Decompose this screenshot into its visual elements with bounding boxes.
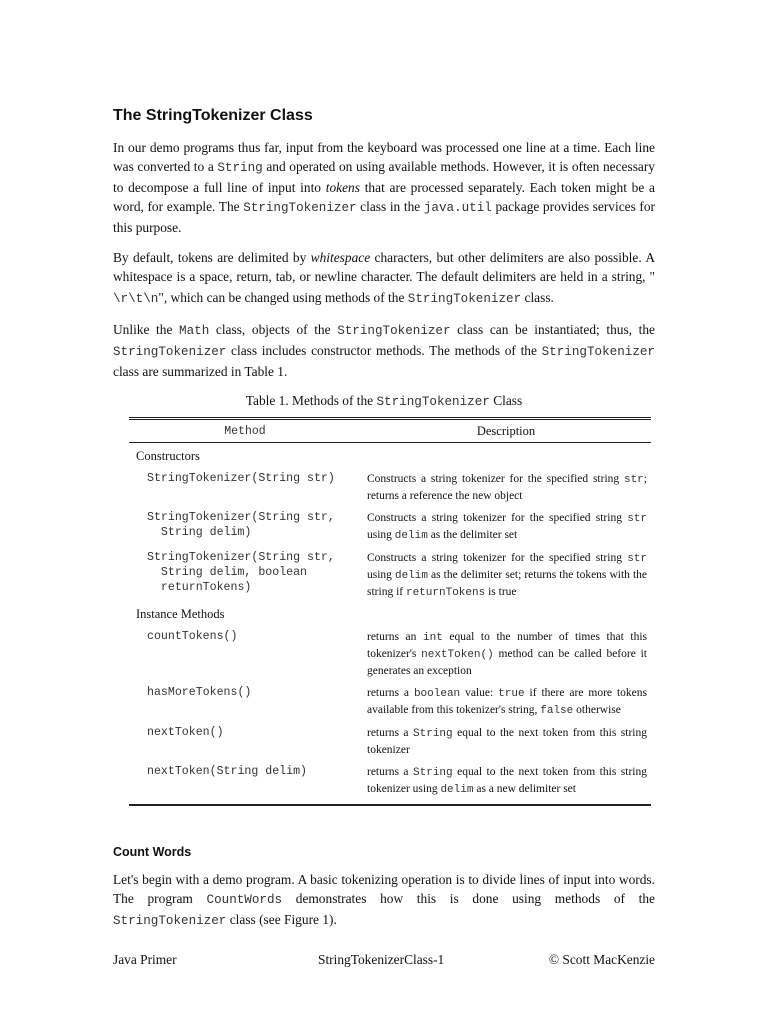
- code-term: CountWords: [206, 893, 283, 907]
- paragraph-count-words: [113, 870, 655, 931]
- text-run: if there are more tokens available from this tokenizer's string,: [367, 687, 647, 716]
- text-run: Let's begin with a demo program. A basic tokenizing operation is to divide lines of input into words. The program: [113, 872, 655, 906]
- text-run: By default, tokens are delimited by: [113, 250, 311, 265]
- text-run: and operated on using available methods. However, it is often necessary to decompose a full line of input into: [113, 159, 656, 195]
- paragraph-math-class: [113, 320, 655, 381]
- text-run: Class: [489, 393, 523, 408]
- header-method: Method: [224, 424, 266, 438]
- table-row: [129, 719, 651, 758]
- code-term: delim: [394, 570, 428, 582]
- text-run: class includes constructor methods. The methods of the: [226, 343, 542, 358]
- paragraph-intro: [113, 138, 655, 237]
- page-footer: [113, 952, 655, 972]
- code-term: String: [413, 728, 453, 740]
- text-run: class, objects of the: [209, 322, 338, 337]
- code-term: Math: [179, 324, 210, 338]
- method-signature: StringTokenizer(String str, String delim): [147, 511, 335, 539]
- text-run: using: [367, 569, 395, 581]
- table-row: [129, 465, 651, 504]
- text-run: class in the: [356, 199, 424, 214]
- code-term: java.util: [423, 201, 492, 215]
- method-signature: StringTokenizer(String str): [147, 472, 335, 485]
- emphasis-term: whitespace: [310, 250, 371, 265]
- method-signature: nextToken(String delim): [147, 765, 308, 778]
- method-signature: hasMoreTokens(): [147, 686, 252, 699]
- code-term: StringTokenizer: [376, 395, 490, 409]
- page-title: The StringTokenizer Class: [113, 107, 313, 124]
- text-run: class can be instantiated; thus, the: [450, 322, 655, 337]
- text-run: returns a: [367, 766, 414, 778]
- text-run: ; returns a reference the new object: [367, 473, 647, 502]
- code-term: \r\t\n: [113, 292, 159, 306]
- text-run: ", which can be changed using methods of the: [158, 290, 408, 305]
- methods-table: [129, 417, 651, 806]
- table-caption: [113, 392, 655, 411]
- table-row: [129, 504, 651, 544]
- section-label: Instance Methods: [136, 607, 225, 621]
- method-signature: StringTokenizer(String str, String delim, boolean returnTokens): [147, 551, 335, 594]
- text-run: as the delimiter set: [427, 529, 518, 541]
- section-constructors: [129, 443, 651, 601]
- code-term: str: [627, 513, 647, 525]
- footer-right: © Scott MacKenzie: [548, 952, 655, 967]
- code-term: boolean: [413, 688, 461, 700]
- table-row: [129, 758, 651, 804]
- text-run: using: [367, 529, 395, 541]
- code-term: String: [217, 161, 263, 175]
- text-run: Constructs a string tokenizer for the specified string: [367, 552, 628, 564]
- code-term: nextToken(): [421, 649, 494, 661]
- emphasis-term: tokens: [325, 180, 360, 195]
- code-term: StringTokenizer: [541, 345, 655, 359]
- code-term: delim: [394, 530, 428, 542]
- table-row: [129, 623, 651, 679]
- method-description: [367, 510, 651, 544]
- section-label: Constructors: [136, 449, 200, 463]
- document-body: [113, 104, 655, 942]
- text-run: Constructs a string tokenizer for the specified string: [367, 473, 624, 485]
- text-run: returns a: [367, 687, 414, 699]
- method-signature: countTokens(): [147, 630, 238, 643]
- method-description: [367, 764, 651, 798]
- code-term: StringTokenizer: [337, 324, 451, 338]
- method-description: [367, 685, 651, 719]
- code-term: int: [423, 632, 443, 644]
- code-term: str: [623, 474, 644, 486]
- code-term: String: [413, 767, 453, 779]
- code-term: StringTokenizer: [243, 201, 357, 215]
- table-header: [129, 420, 651, 443]
- text-run: returns a: [367, 727, 414, 739]
- code-term: returnTokens: [405, 587, 486, 599]
- text-run: class.: [521, 290, 554, 305]
- table-row: [129, 679, 651, 719]
- text-run: value:: [460, 687, 499, 699]
- text-run: Table 1. Methods of the: [245, 393, 377, 408]
- paragraph-delimiters: [113, 248, 655, 309]
- method-description: [367, 725, 651, 758]
- header-description: Description: [476, 423, 536, 438]
- text-run: class are summarized in Table 1.: [113, 364, 288, 379]
- text-run: equal to the next token from this string tokenizer: [367, 727, 647, 756]
- method-description: [367, 550, 651, 601]
- text-run: In our demo programs thus far, input from the keyboard was processed one line at a time. Each line was converted to a: [113, 140, 655, 174]
- code-term: StringTokenizer: [113, 914, 227, 928]
- text-run: package provides services for this purpose.: [113, 199, 656, 235]
- text-run: characters, but other delimiters are also possible. A whitespace is a space, return, tab, or newline character. The default delimiters are held in a string, ": [113, 250, 655, 284]
- code-term: StringTokenizer: [407, 292, 522, 306]
- text-run: returns an: [367, 631, 423, 643]
- text-run: as a new delimiter set: [473, 783, 576, 795]
- text-run: equal to the number of times that this tokenizer's: [367, 631, 647, 660]
- table-row: [129, 544, 651, 601]
- code-term: delim: [440, 784, 474, 796]
- code-term: false: [540, 705, 574, 717]
- subheading-count-words: Count Words: [113, 845, 192, 859]
- code-term: str: [627, 553, 647, 565]
- text-run: Constructs a string tokenizer for the specified string: [367, 512, 628, 524]
- method-description: [367, 471, 651, 504]
- code-term: true: [498, 688, 525, 700]
- text-run: otherwise: [573, 704, 621, 716]
- section-instance-methods: [129, 601, 651, 804]
- text-run: is true: [485, 586, 517, 598]
- text-run: Unlike the: [113, 322, 180, 337]
- text-run: that are processed separately. Each token might be a word, for example. The: [113, 180, 655, 214]
- text-run: class (see Figure 1).: [226, 912, 337, 927]
- text-run: equal to the next token from this string tokenizer using: [367, 766, 647, 795]
- method-description: [367, 629, 651, 679]
- footer-center: StringTokenizerClass-1: [318, 952, 445, 967]
- footer-left: Java Primer: [113, 952, 177, 967]
- text-run: as the delimiter set; returns the tokens with the string if: [367, 569, 647, 598]
- code-term: StringTokenizer: [113, 345, 227, 359]
- text-run: method can be called before it generates an exception: [367, 648, 647, 677]
- text-run: demonstrates how this is done using methods of the: [282, 891, 655, 906]
- method-signature: nextToken(): [147, 726, 224, 739]
